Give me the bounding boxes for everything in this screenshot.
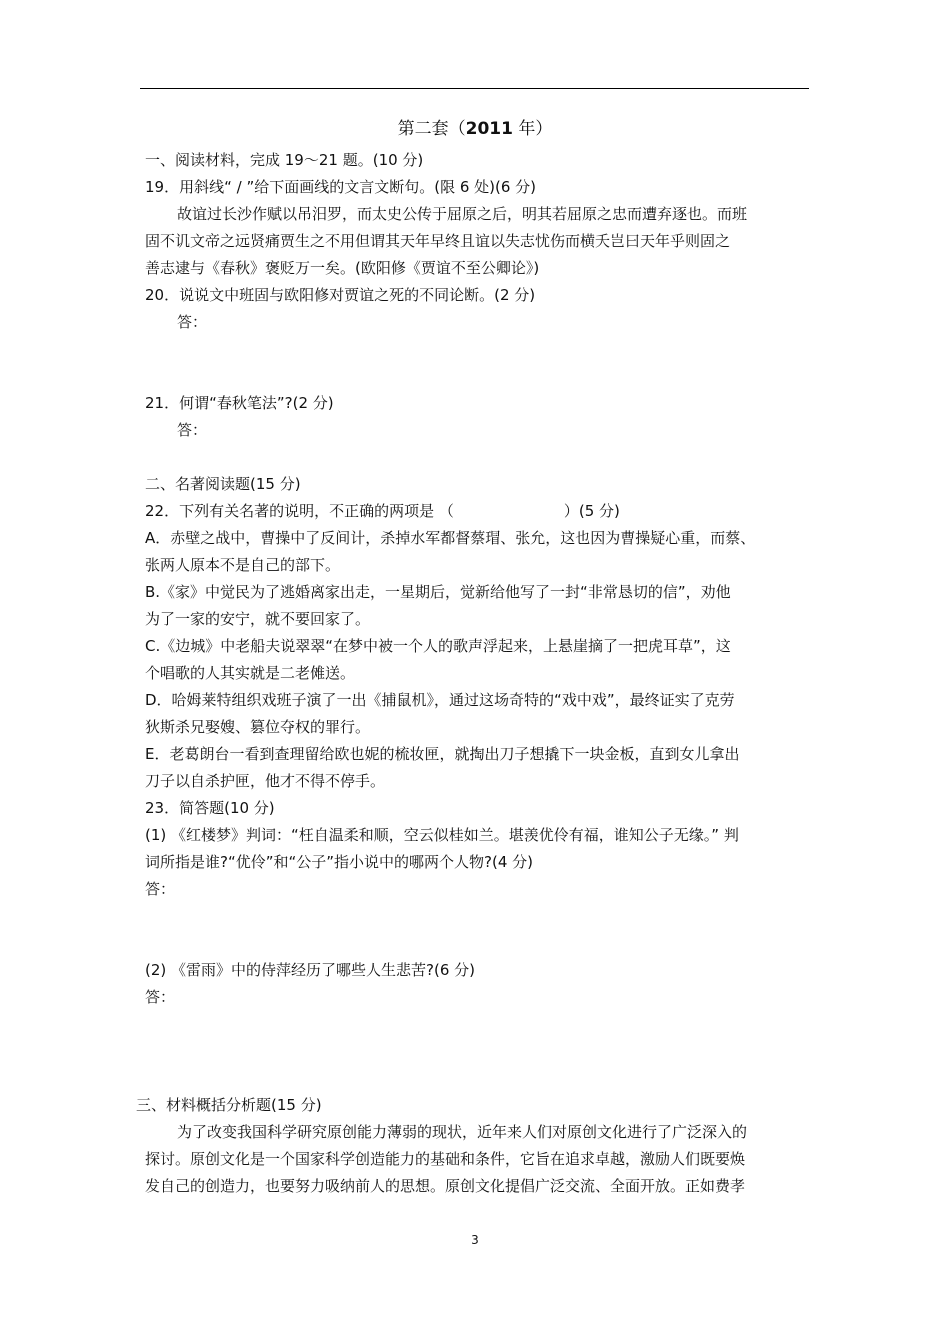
- section3-passage-line: 探讨。原创文化是一个国家科学创造能力的基础和条件，它旨在追求卓越，激励人们既要焕: [145, 1150, 746, 1168]
- q23-sub1: (1) 《红楼梦》判词：“枉自温柔和顺，空云似桂如兰。堪羡优伶有福，谁知公子无缘。” 判: [145, 826, 739, 844]
- q23-answer1-label: 答：: [145, 880, 176, 898]
- q23-answer2-label: 答：: [145, 988, 176, 1006]
- section2-heading: 二、名著阅读题(15 分): [145, 475, 301, 493]
- q19-passage-line: 故谊过长沙作赋以吊汨罗，而太史公传于屈原之后，明其若屈原之忠而遭弃逐也。而班: [177, 205, 748, 223]
- q19-passage-line: 固不讥文帝之远贤痛贾生之不用但谓其天年早终且谊以失志忧伤而横夭岂曰天年乎则固之: [145, 232, 731, 250]
- q22-option-a-cont: 张两人原本不是自己的部下。: [145, 556, 341, 574]
- q20-answer-label: 答：: [177, 313, 208, 331]
- q22-option-e: E．老葛朗台一看到查理留给欧也妮的梳妆匣，就掏出刀子想撬下一块金板，直到女儿拿出: [145, 745, 740, 763]
- q22-option-b-cont: 为了一家的安宁，就不要回家了。: [145, 610, 371, 628]
- section3-passage-line: 为了改变我国科学研究原创能力薄弱的现状，近年来人们对原创文化进行了广泛深入的: [177, 1123, 748, 1141]
- page-number: 3: [471, 1233, 479, 1247]
- q20-prompt: 20．说说文中班固与欧阳修对贾谊之死的不同论断。(2 分): [145, 286, 536, 304]
- section1-heading: 一、阅读材料，完成 19～21 题。(10 分): [145, 151, 424, 169]
- section3-passage-line: 发自己的创造力，也要努力吸纳前人的思想。原创文化提倡广泛交流、全面开放。正如费孝: [145, 1177, 746, 1195]
- q21-prompt: 21．何谓“春秋笔法”?(2 分): [145, 394, 334, 412]
- q22-option-b: B.《家》中觉民为了逃婚离家出走，一星期后，觉新给他写了一封“非常恳切的信”，劝他: [145, 583, 731, 601]
- q19-prompt: 19．用斜线“ / ”给下面画线的文言文断句。(限 6 处)(6 分): [145, 178, 537, 196]
- page-title: 第二套（2011 年）: [397, 119, 553, 139]
- q22-option-a: A．赤壁之战中，曹操中了反间计，杀掉水军都督蔡瑁、张允，这也因为曹操疑心重，而蔡、: [145, 529, 756, 547]
- q21-answer-label: 答：: [177, 421, 208, 439]
- q22-option-c-cont: 个唱歌的人其实就是二老傩送。: [145, 664, 356, 682]
- q22-prompt: 22．下列有关名著的说明，不正确的两项是 （ ）(5 分): [145, 502, 620, 520]
- q23-sub2: (2) 《雷雨》中的侍萍经历了哪些人生悲苦?(6 分): [145, 961, 475, 979]
- q23-prompt: 23．简答题(10 分): [145, 799, 275, 817]
- q22-option-c: C.《边城》中老船夫说翠翠“在梦中被一个人的歌声浮起来，上悬崖摘了一把虎耳草”，这: [145, 637, 731, 655]
- q22-option-e-cont: 刀子以自杀护匣，他才不得不停手。: [145, 772, 386, 790]
- section3-heading: 三、材料概括分析题(15 分): [136, 1096, 322, 1114]
- q22-option-d-cont: 狄斯杀兄娶嫂、篡位夺权的罪行。: [145, 718, 371, 736]
- q19-passage-line: 善志逮与《春秋》褒贬万一矣。(欧阳修《贾谊不至公卿论》): [145, 259, 540, 277]
- q22-option-d: D．哈姆莱特组织戏班子演了一出《捕鼠机》，通过这场奇特的“戏中戏”，最终证实了克劳: [145, 691, 735, 709]
- header-rule: [140, 88, 809, 89]
- q23-sub1-cont: 词所指是谁?“优伶”和“公子”指小说中的哪两个人物?(4 分): [145, 853, 534, 871]
